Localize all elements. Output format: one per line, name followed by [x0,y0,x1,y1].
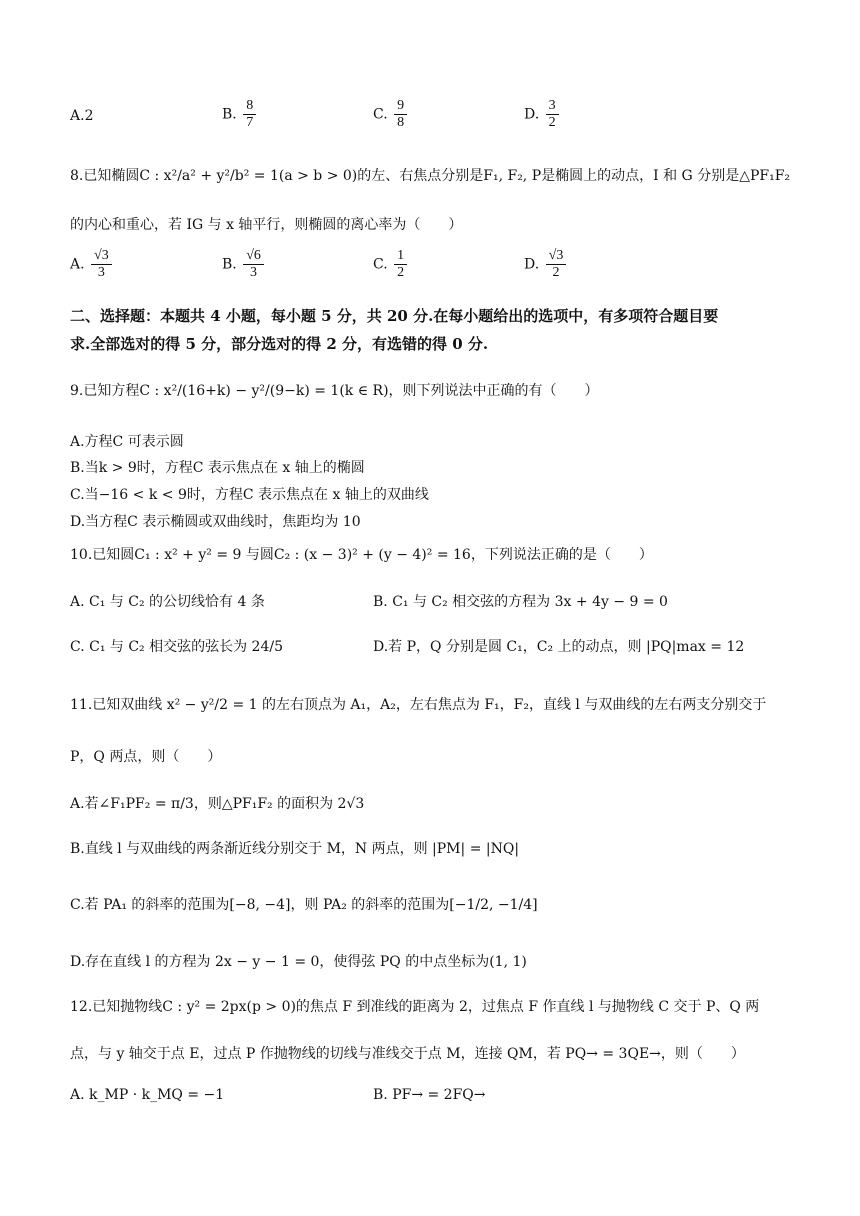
option-label: A. [70,256,85,273]
q8-option-c[interactable] [373,248,409,281]
q10-option-b[interactable]: B. C₁ 与 C₂ 相交弦的方程为 3x + 4y − 9 = 0 [373,594,668,610]
q10-option-c[interactable]: C. C₁ 与 C₂ 相交弦的弦长为 24/5 [70,639,284,655]
option-label: B. [222,106,237,123]
option-label: D. [524,256,540,273]
q7-option-b[interactable] [222,98,258,131]
q9-option-a[interactable]: A.方程C 可表示圆 [70,434,184,450]
q12-stem-line1: 12.已知抛物线C : y² = 2px(p > 0)的焦点 F 到准线的距离为 2，过焦点 F 作直线 l 与抛物线 C 交于 P、Q 两 [70,999,760,1015]
q11-stem-line2: P，Q 两点，则（ ） [70,749,222,765]
q11-option-d[interactable]: D.存在直线 l 的方程为 2x − y − 1 = 0，使得弦 PQ 的中点坐标为(1, 1) [70,954,527,970]
q8-option-a[interactable] [70,248,114,281]
q10-option-d[interactable]: D.若 P，Q 分别是圆 C₁，C₂ 上的动点，则 |PQ|max = 12 [373,639,745,655]
q7-option-c[interactable] [373,98,409,131]
option-label: D. [524,106,540,123]
q8-stem-line1: 8.已知椭圆C : x²/a² + y²/b² = 1(a > b > 0)的左、右焦点分别是F₁, F₂, P是椭圆上的动点，I 和 G 分别是△PF₁F₂ [70,168,791,184]
option-fraction: $\frac{√6}{3}$ [243,248,264,281]
q10-option-a[interactable]: A. C₁ 与 C₂ 的公切线恰有 4 条 [70,594,265,610]
q7-option-d[interactable] [524,98,561,131]
q9-option-d[interactable]: D.当方程C 表示椭圆或双曲线时，焦距均为 10 [70,514,361,530]
q11-option-c[interactable]: C.若 PA₁ 的斜率的范围为[−8, −4]，则 PA₂ 的斜率的范围为[−1/2, −1/4] [70,897,538,913]
q12-stem-line2: 点，与 y 轴交于点 E，过点 P 作抛物线的切线与准线交于点 M，连接 QM，若 PQ→ = 3QE→，则（ ） [70,1046,745,1062]
option-label: C. [373,256,388,273]
q11-option-a[interactable]: A.若∠F₁PF₂ = π/3，则△PF₁F₂ 的面积为 2√3 [70,796,365,812]
option-fraction: $\frac{9}{8}$ [394,98,407,131]
q11-option-b[interactable]: B.直线 l 与双曲线的两条渐近线分别交于 M，N 两点，则 |PM| = |NQ| [70,841,520,857]
section-2-heading-line2: 求.全部选对的得 5 分，部分选对的得 2 分，有选错的得 0 分. [70,335,489,353]
q9-option-b[interactable]: B.当k > 9时，方程C 表示焦点在 x 轴上的椭圆 [70,460,365,476]
option-fraction: $\frac{√3}{3}$ [91,248,112,281]
option-label: B. [222,256,237,273]
q8-option-b[interactable] [222,248,266,281]
q10-stem: 10.已知圆C₁ : x² + y² = 9 与圆C₂ : (x − 3)² + (y − 4)² = 16，下列说法正确的是（ ） [70,547,653,563]
q8-stem-line2: 的内心和重心，若 IG 与 x 轴平行，则椭圆的离心率为（ ） [70,217,463,233]
q8-option-d[interactable] [524,248,568,281]
option-fraction: $\frac{√3}{2}$ [546,248,567,281]
q12-option-b[interactable]: B. PF→ = 2FQ→ [373,1087,486,1103]
option-fraction: $\frac{8}{7}$ [243,98,256,131]
option-fraction: $\frac{3}{2}$ [546,98,559,131]
q11-stem-line1: 11.已知双曲线 x² − y²/2 = 1 的左右顶点为 A₁，A₂，左右焦点为 F₁，F₂，直线 l 与双曲线的左右两支分别交于 [70,697,767,713]
q7-option-a[interactable] [70,108,93,124]
option-label: A. [70,108,85,124]
option-label: C. [373,106,388,123]
q9-stem: 9.已知方程C : x²/(16+k) − y²/(9−k) = 1(k ∈ R)，则下列说法中正确的有（ ） [70,383,599,399]
option-fraction: $\frac{1}{2}$ [394,248,407,281]
q12-option-a[interactable]: A. k_MP · k_MQ = −1 [70,1087,225,1103]
option-value: 2 [84,108,94,124]
section-2-heading-line1: 二、选择题：本题共 4 小题，每小题 5 分，共 20 分.在每小题给出的选项中，有多项符合题目要 [70,307,719,325]
q9-option-c[interactable]: C.当−16 < k < 9时，方程C 表示焦点在 x 轴上的双曲线 [70,487,429,503]
